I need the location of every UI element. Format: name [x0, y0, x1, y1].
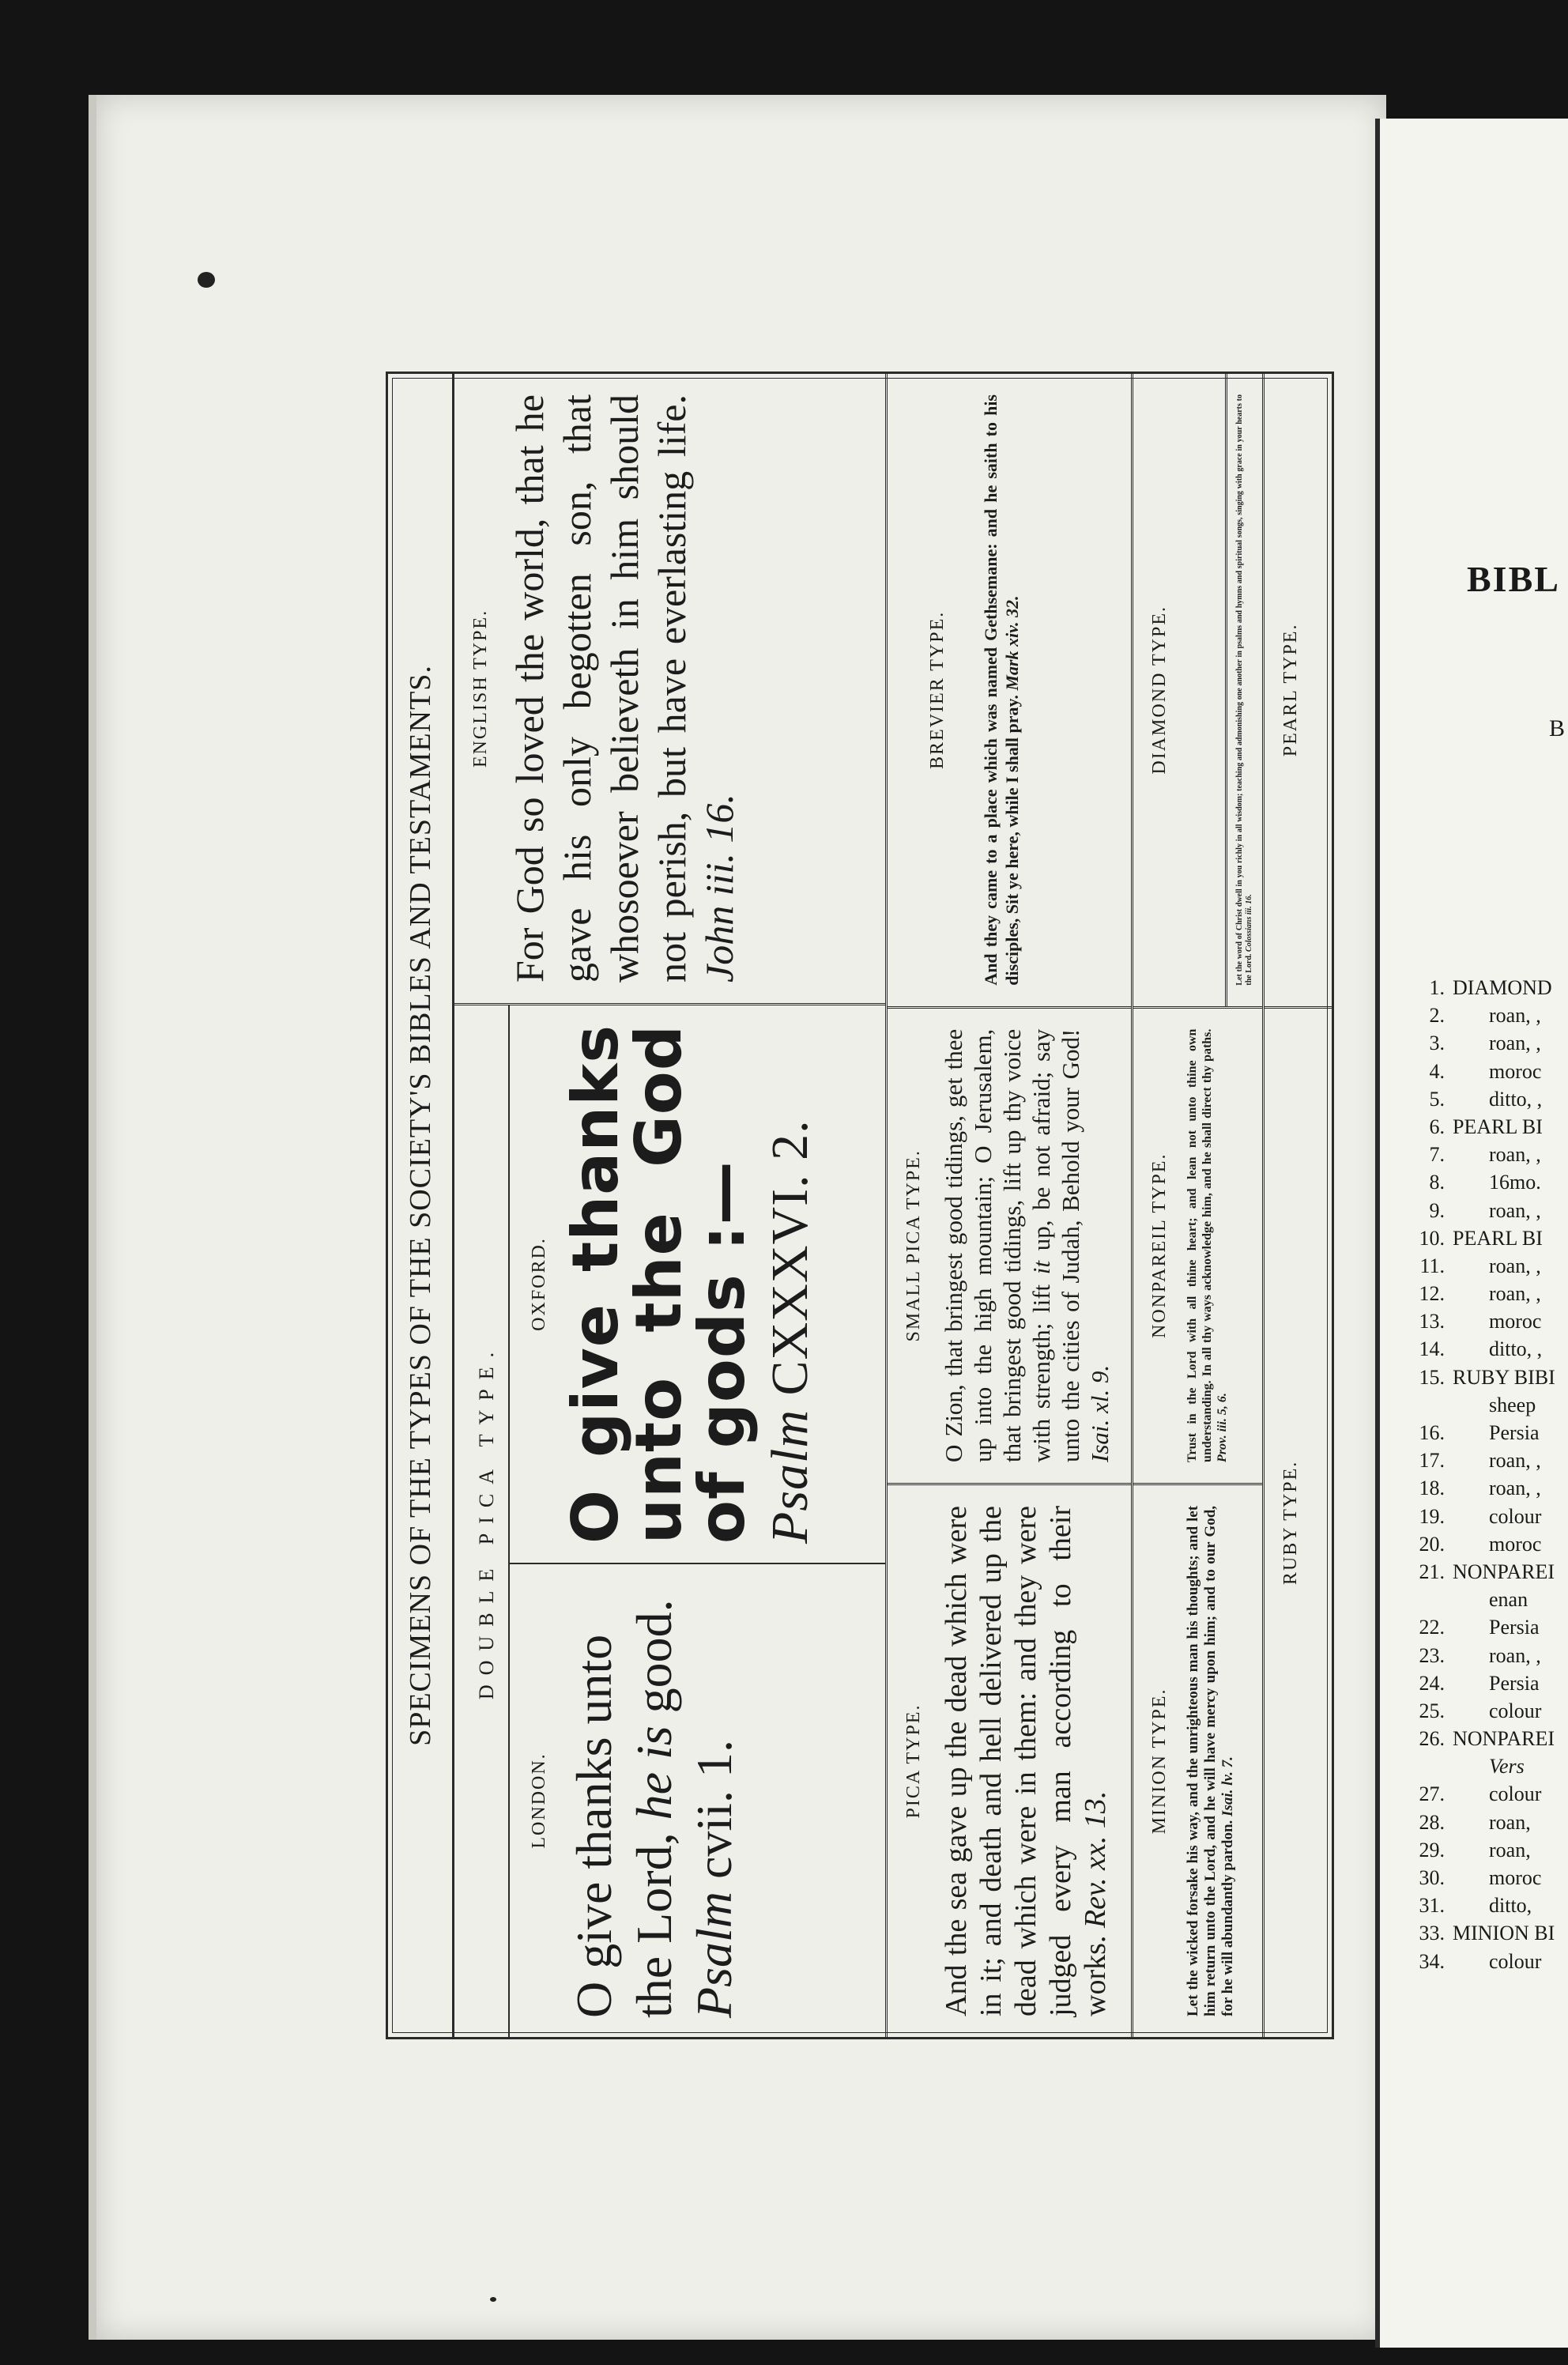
- catalog-line-number: 34.: [1419, 1949, 1445, 1973]
- nonpareil-specimen: [1133, 1009, 1262, 1485]
- catalog-line-number: [1393, 1752, 1445, 1780]
- catalog-line-text: roan, ,: [1489, 1004, 1541, 1028]
- catalog-line-number: 7.: [1429, 1143, 1445, 1167]
- catalog-heading: BIBL: [1467, 559, 1560, 599]
- catalog-subheading: B: [1549, 715, 1566, 741]
- row-medium-types: [888, 374, 1134, 2037]
- catalog-line: [1393, 1530, 1555, 1558]
- catalog-line-text: RUBY BIBI: [1453, 1365, 1555, 1389]
- catalog-line: [1393, 1307, 1555, 1335]
- catalog-line-number: 21.: [1419, 1560, 1445, 1583]
- catalog-line-text: Persia: [1489, 1421, 1540, 1444]
- catalog-list: [1393, 974, 1555, 1975]
- catalog-line-number: 12.: [1419, 1282, 1445, 1306]
- catalog-line-number: [1393, 1586, 1445, 1613]
- small-pica-specimen: [888, 1009, 1132, 1485]
- catalog-line: [1393, 1780, 1555, 1808]
- catalog-line-text: NONPAREI: [1453, 1727, 1555, 1751]
- catalog-line-number: 16.: [1419, 1421, 1445, 1444]
- catalog-line-text: roan, ,: [1489, 1643, 1541, 1667]
- catalog-line: [1393, 1252, 1555, 1280]
- catalog-line-number: 18.: [1419, 1477, 1445, 1500]
- ink-speck: [490, 2297, 496, 2302]
- catalog-line-number: [1393, 1391, 1445, 1419]
- catalog-line-text: roan, ,: [1489, 1282, 1541, 1306]
- catalog-line-number: 8.: [1429, 1171, 1445, 1194]
- catalog-line-text: sheep: [1489, 1393, 1536, 1416]
- catalog-line-text: PEARL BI: [1453, 1115, 1543, 1138]
- catalog-line-number: 6.: [1429, 1115, 1445, 1138]
- minion-text: Let the wicked forsake his way, and the unrighteous man his thoughts; and let him return unto the Lord, and he will have mercy upon him; and to our God, for he will abundantly pardon. Isai. lv. 7.: [1185, 1505, 1237, 2016]
- catalog-line-number: 4.: [1429, 1059, 1445, 1083]
- catalog-line-number: 25.: [1419, 1699, 1445, 1722]
- catalog-line-text: Persia: [1489, 1616, 1540, 1639]
- catalog-line-number: 1.: [1429, 976, 1445, 999]
- catalog-line: [1393, 1948, 1555, 1975]
- specimen-title: SPECIMENS OF THE TYPES OF THE SOCIETY'S BIBLES AND TESTAMENTS.: [388, 374, 454, 2037]
- brevier-specimen: [888, 374, 1132, 1009]
- catalog-line-text: MINION BI: [1453, 1922, 1555, 1945]
- catalog-line-number: 30.: [1419, 1866, 1445, 1889]
- catalog-line: [1393, 1224, 1555, 1252]
- ruby-specimen: [1265, 1009, 1332, 2037]
- catalog-line: [1393, 1725, 1555, 1752]
- oxford-label: OXFORD.: [529, 1237, 550, 1331]
- specimen-sheet-rotated: [386, 372, 1334, 2039]
- small-pica-text: O Zion, that bringest good tidings, get thee up into the high mountain; O Jerusalem, that bringest good tidings, lift up thy voice with strength; lift it up, be not afraid; say unto the cities of Judah, Behold your God! Isai. xl. 9.: [939, 1028, 1114, 1462]
- catalog-line-text: colour: [1489, 1699, 1542, 1722]
- catalog-line-text: roan, ,: [1489, 1254, 1541, 1277]
- catalog-line: [1393, 1029, 1555, 1057]
- catalog-line-text: colour: [1489, 1949, 1542, 1973]
- double-pica-heading: DOUBLE PICA TYPE.: [454, 1005, 510, 2037]
- pica-specimen: [888, 1485, 1132, 2037]
- catalog-line-text: roan, ,: [1489, 1143, 1541, 1167]
- oxford-specimen: [510, 1005, 885, 1563]
- catalog-line-number: 29.: [1419, 1838, 1445, 1861]
- english-label: ENGLISH TYPE.: [470, 609, 492, 768]
- minion-specimen: [1133, 1485, 1262, 2037]
- catalog-line-number: 2.: [1429, 1004, 1445, 1028]
- catalog-line-number: 20.: [1419, 1532, 1445, 1556]
- catalog-line-text: DIAMOND: [1453, 976, 1552, 999]
- catalog-line-text: roan, ,: [1489, 1032, 1541, 1055]
- catalog-line-text: colour: [1489, 1504, 1542, 1528]
- catalog-line: [1393, 1669, 1555, 1697]
- catalog-line: [1393, 1113, 1555, 1141]
- english-text: For God so loved the world, that he gave his only begotten son, that whosoever believeth in him should not perish, but have everlasting life. John iii. 16.: [507, 394, 742, 983]
- double-pica-section: [454, 1005, 885, 2037]
- catalog-line-text: roan, ,: [1489, 1477, 1541, 1500]
- catalog-line-text: roan, ,: [1489, 1198, 1541, 1222]
- catalog-line: [1393, 1001, 1555, 1029]
- catalog-line: [1393, 1447, 1555, 1474]
- pearl-label: PEARL TYPE.: [1280, 623, 1302, 757]
- catalog-line: [1393, 1892, 1555, 1919]
- pica-label: PICA TYPE.: [903, 1703, 924, 1819]
- catalog-line: [1393, 1419, 1555, 1447]
- minion-label: MINION TYPE.: [1149, 1688, 1170, 1835]
- london-label: LONDON.: [529, 1752, 550, 1849]
- catalog-line: [1393, 1197, 1555, 1224]
- catalog-line-number: 23.: [1419, 1643, 1445, 1667]
- pica-text: And the sea gave up the dead which were in it; and death and hell delivered up the dead which were in them: and they were judged every man according to their works. Rev. xx. 13.: [939, 1506, 1112, 2016]
- catalog-line-number: 24.: [1419, 1671, 1445, 1695]
- catalog-line: [1393, 1280, 1555, 1307]
- catalog-line: [1393, 1586, 1555, 1613]
- catalog-line-text: colour: [1489, 1782, 1542, 1806]
- catalog-line-text: 16mo.: [1489, 1171, 1541, 1194]
- catalog-line-text: NONPAREI: [1453, 1560, 1555, 1583]
- ruby-label: RUBY TYPE.: [1280, 1460, 1302, 1586]
- catalog-line-text: roan,: [1489, 1810, 1531, 1834]
- diamond-label: DIAMOND TYPE.: [1149, 605, 1170, 775]
- catalog-line-text: moroc: [1489, 1059, 1542, 1083]
- catalog-line-number: 13.: [1419, 1310, 1445, 1333]
- english-specimen: [454, 374, 885, 1005]
- oxford-text: O give thanks unto the God of gods :— Psalm CXXXVI. 2.: [559, 1024, 820, 1544]
- catalog-line: [1393, 1558, 1555, 1586]
- catalog-line: [1393, 1335, 1555, 1363]
- catalog-line-text: ditto,: [1489, 1894, 1532, 1918]
- catalog-line-number: 11.: [1419, 1254, 1445, 1277]
- catalog-line-text: enan: [1489, 1588, 1528, 1612]
- catalog-line: [1393, 1474, 1555, 1502]
- catalog-line-text: PEARL BI: [1453, 1226, 1543, 1250]
- catalog-line: [1393, 1058, 1555, 1085]
- catalog-line: [1393, 974, 1555, 1001]
- catalog-line-number: 14.: [1419, 1337, 1445, 1361]
- catalog-line-number: 28.: [1419, 1810, 1445, 1834]
- catalog-line-text: Persia: [1489, 1671, 1540, 1695]
- nonpareil-label: NONPAREIL TYPE.: [1149, 1152, 1170, 1338]
- catalog-line: [1393, 1864, 1555, 1892]
- catalog-line-number: 3.: [1429, 1032, 1445, 1055]
- row-label-types: [1265, 374, 1332, 2037]
- catalog-line-number: 27.: [1419, 1782, 1445, 1806]
- catalog-line-number: 19.: [1419, 1504, 1445, 1528]
- catalog-line-number: 33.: [1419, 1922, 1445, 1945]
- brevier-label: BREVIER TYPE.: [926, 610, 948, 769]
- catalog-line-text: ditto, ,: [1489, 1337, 1543, 1361]
- catalog-line-text: moroc: [1489, 1310, 1542, 1333]
- brevier-text: And they came to a place which was named Gethsemane: and he saith to his disciples, Sit ye here, while I shall pray. Mark xiv. 32.: [980, 394, 1022, 986]
- catalog-line: [1393, 1503, 1555, 1530]
- catalog-line-text: Vers: [1489, 1755, 1525, 1778]
- catalog-line-number: 5.: [1429, 1087, 1445, 1111]
- catalog-line: [1393, 1752, 1555, 1780]
- catalog-line-number: 9.: [1429, 1198, 1445, 1222]
- catalog-line-number: 10.: [1419, 1226, 1445, 1250]
- london-specimen: [510, 1563, 885, 2037]
- catalog-line-number: 22.: [1419, 1616, 1445, 1639]
- catalog-line-text: ditto, ,: [1489, 1087, 1543, 1111]
- catalog-line: [1393, 1085, 1555, 1113]
- specimen-frame: [386, 372, 1334, 2039]
- catalog-line-number: 26.: [1419, 1727, 1445, 1751]
- row-small-types: [1133, 374, 1265, 2037]
- pearl-specimen: [1265, 374, 1332, 1009]
- catalog-line: [1393, 1919, 1555, 1947]
- nonpareil-text: Trust in the Lord with all thine heart; and lean not unto thine own understanding. In all thy ways acknowledge him, and he shall direct thy paths. Prov. iii. 5, 6.: [1185, 1028, 1230, 1462]
- catalog-line: [1393, 1168, 1555, 1196]
- catalog-line-text: roan, ,: [1489, 1449, 1541, 1473]
- catalog-line-text: roan,: [1489, 1838, 1531, 1861]
- catalog-line-number: 17.: [1419, 1449, 1445, 1473]
- catalog-line-number: 31.: [1419, 1894, 1445, 1918]
- catalog-line-number: 15.: [1419, 1365, 1445, 1389]
- diamond-specimen: [1133, 374, 1262, 1009]
- catalog-line: [1393, 1613, 1555, 1641]
- catalog-line-text: moroc: [1489, 1532, 1542, 1556]
- small-pica-label: SMALL PICA TYPE.: [903, 1149, 924, 1342]
- catalog-line: [1393, 1697, 1555, 1725]
- catalog-line: [1393, 1642, 1555, 1669]
- catalog-line: [1393, 1364, 1555, 1391]
- catalog-line: [1393, 1836, 1555, 1864]
- catalog-line: [1393, 1141, 1555, 1168]
- catalog-line: [1393, 1809, 1555, 1836]
- row-large-types: [454, 374, 888, 2037]
- catalog-line: [1393, 1391, 1555, 1419]
- diamond-text: Let the word of Christ dwell in you richly in all wisdom; teaching and admonishing one another in psalms and hymns and spiritual songs, singing with grace in your hearts to the Lord. Colossians iii. 16.: [1235, 394, 1254, 986]
- catalog-line-text: moroc: [1489, 1866, 1542, 1889]
- ink-blot: [198, 272, 215, 288]
- london-text: O give thanks unto the Lord, he is good. Psalm cvii. 1.: [566, 1599, 743, 2018]
